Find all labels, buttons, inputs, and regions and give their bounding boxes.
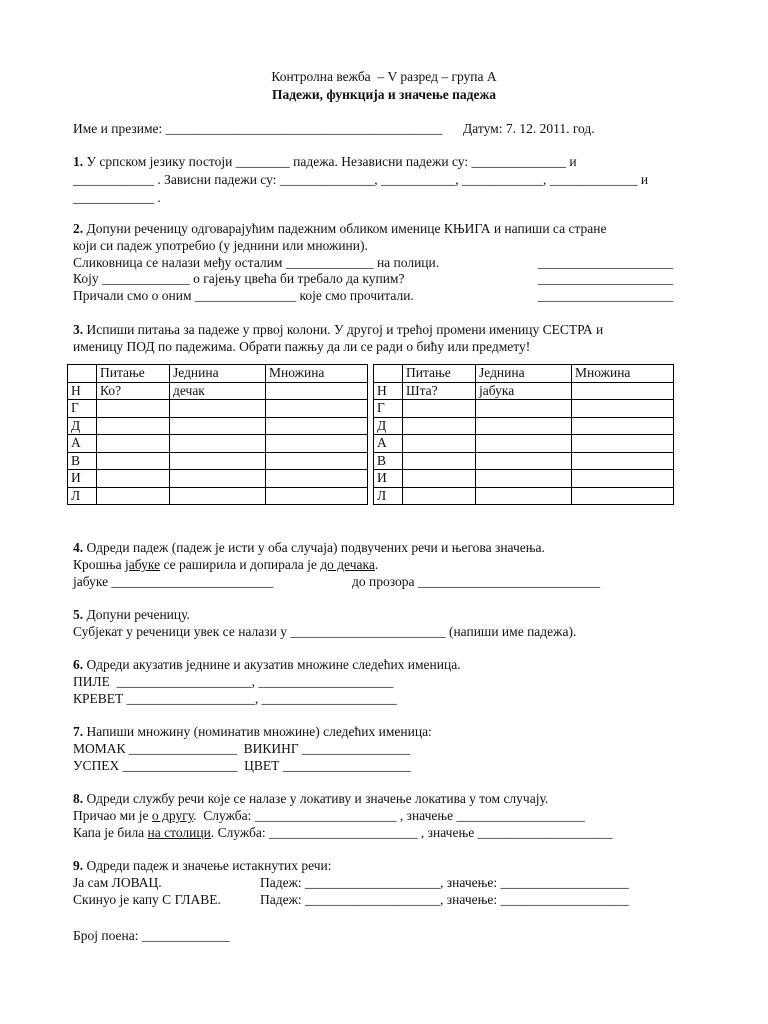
table-header-row xyxy=(68,365,368,383)
case-cell: Д xyxy=(68,417,97,435)
table-cell xyxy=(476,417,572,435)
q2-line2: који си падеж употребио (у једнини или множини). xyxy=(73,238,368,253)
table-cell xyxy=(403,452,476,470)
q2-blank-3: ____________________ xyxy=(538,288,673,303)
table-cell xyxy=(572,435,674,453)
table-row xyxy=(374,382,674,400)
example-cell: јабука xyxy=(476,382,572,400)
case-table-left xyxy=(67,364,368,505)
table-cell xyxy=(476,452,572,470)
q4-answer-2: до прозора ___________________________ xyxy=(352,574,601,589)
underlined-word: на столици xyxy=(147,825,211,840)
worksheet-title: Контролна вежба – V разред – група А xyxy=(271,69,497,84)
q4-sentence: Крошња јабуке се раширила и допирала је до дечака. xyxy=(73,557,379,572)
q3-line1: 3. Испиши питања за падеже у првој колони. У другој и трећој промени именицу СЕСТРА и xyxy=(73,322,604,337)
table-cell xyxy=(170,470,266,488)
table-row xyxy=(68,417,368,435)
table-cell xyxy=(572,417,674,435)
q6-row-2: КРЕВЕТ ___________________, ____________________ xyxy=(73,691,397,706)
worksheet-subtitle: Падежи, функција и значење падежа xyxy=(271,87,497,102)
q4-line1: 4. Одреди падеж (падеж је исти у оба случаја) подвучених речи и његова значења. xyxy=(73,540,545,555)
underlined-word: до дечака xyxy=(320,557,375,572)
case-table-right xyxy=(373,364,674,505)
q5-line1: 5. Допуни реченицу. xyxy=(73,607,190,622)
q8-sentence-1: Причао ми је о другу. Служба: _____________________ , значење ___________________ xyxy=(73,808,585,823)
table-cell xyxy=(170,487,266,505)
date-label: Датум: 7. 12. 2011. год. xyxy=(463,121,595,136)
table-header-cell: Множина xyxy=(572,365,674,383)
case-cell: В xyxy=(68,452,97,470)
table-header-cell: Једнина xyxy=(476,365,572,383)
case-cell: А xyxy=(374,435,403,453)
case-cell: В xyxy=(374,452,403,470)
q2-sentence-2: Коју _____________ о гајењу цвећа би требало да купим? xyxy=(73,271,405,286)
table-cell xyxy=(97,435,170,453)
case-cell: Д xyxy=(374,417,403,435)
q9-row-2-answer: Падеж: ____________________, значење: ___________________ xyxy=(260,892,629,907)
table-header-cell: Једнина xyxy=(170,365,266,383)
table-row xyxy=(68,487,368,505)
table-cell xyxy=(403,417,476,435)
table-cell xyxy=(266,382,368,400)
table-row xyxy=(374,400,674,418)
q7-row-1: МОМАК ________________ ВИКИНГ ________________ xyxy=(73,741,411,756)
table-cell xyxy=(403,400,476,418)
table-cell xyxy=(403,435,476,453)
table-cell xyxy=(266,400,368,418)
table-cell xyxy=(266,435,368,453)
q9-row-1-answer: Падеж: ____________________, значење: ___________________ xyxy=(260,875,629,890)
case-cell: А xyxy=(68,435,97,453)
table-row xyxy=(374,470,674,488)
case-cell: И xyxy=(374,470,403,488)
case-cell: Г xyxy=(68,400,97,418)
table-row xyxy=(374,435,674,453)
table-cell xyxy=(97,417,170,435)
table-row xyxy=(68,435,368,453)
table-cell xyxy=(572,487,674,505)
table-cell xyxy=(170,452,266,470)
case-cell: Г xyxy=(374,400,403,418)
q7-row-2: УСПЕХ _________________ ЦВЕТ ___________________ xyxy=(73,758,412,773)
table-cell xyxy=(170,435,266,453)
table-row xyxy=(68,470,368,488)
q4-answer-1: јабуке ________________________ xyxy=(73,574,274,589)
name-field: Име и презиме: _________________________________________ xyxy=(73,121,443,136)
table-cell xyxy=(97,452,170,470)
table-cell xyxy=(97,487,170,505)
table-cell xyxy=(572,470,674,488)
table-row xyxy=(374,487,674,505)
table-cell xyxy=(572,382,674,400)
q8-line1: 8. Одреди службу речи које се налазе у локативу и значење локатива у том случају. xyxy=(73,791,549,806)
table-header-row xyxy=(374,365,674,383)
table-cell xyxy=(374,365,403,383)
example-cell: дечак xyxy=(170,382,266,400)
q1-line3: ____________ . xyxy=(73,190,161,205)
case-cell: Л xyxy=(374,487,403,505)
q2-blank-1: ____________________ xyxy=(538,255,673,270)
table-cell xyxy=(476,487,572,505)
case-cell: Н xyxy=(68,382,97,400)
question-cell: Ко? xyxy=(97,382,170,400)
case-cell: И xyxy=(68,470,97,488)
underlined-word: јабуке xyxy=(125,557,161,572)
table-cell xyxy=(97,400,170,418)
table-row xyxy=(68,382,368,400)
table-row xyxy=(374,417,674,435)
table-header-cell: Питање xyxy=(97,365,170,383)
q3-line2: именицу ПОД по падежима. Обрати пажњу да ли се ради о бићу или предмету! xyxy=(73,339,531,354)
table-cell xyxy=(403,487,476,505)
case-cell: Л xyxy=(68,487,97,505)
table-cell xyxy=(476,470,572,488)
table-cell xyxy=(266,417,368,435)
table-cell xyxy=(403,470,476,488)
table-cell xyxy=(170,417,266,435)
case-cell: Н xyxy=(374,382,403,400)
q2-sentence-3: Причали смо о оним _______________ које смо прочитали. xyxy=(73,288,414,303)
q2-line1: 2. Допуни реченицу одговарајућим падежним обликом именице КЊИГА и напиши са стране xyxy=(73,221,607,236)
table-cell xyxy=(572,452,674,470)
table-header-cell: Питање xyxy=(403,365,476,383)
q6-row-1: ПИЛЕ ____________________, ____________________ xyxy=(73,674,394,689)
q9-line1: 9. Одреди падеж и значење истакнутих речи: xyxy=(73,858,332,873)
q7-line1: 7. Напиши множину (номинатив множине) следећих именица: xyxy=(73,724,432,739)
question-cell: Шта? xyxy=(403,382,476,400)
q8-sentence-2: Капа је била на столици. Служба: ______________________ , значење ____________________ xyxy=(73,825,613,840)
table-cell xyxy=(476,400,572,418)
table-row xyxy=(68,400,368,418)
table-cell xyxy=(266,452,368,470)
table-cell xyxy=(266,487,368,505)
q5-line2: Субјекат у реченици увек се налази у _______________________ (напиши име падежа). xyxy=(73,624,577,639)
points-field: Број поена: _____________ xyxy=(73,928,230,943)
table-cell xyxy=(572,400,674,418)
q2-sentence-1: Сликовница се налази међу осталим _____________ на полици. xyxy=(73,255,440,270)
q1-line1: 1. У српском језику постоји ________ падежа. Независни падежи су: ______________ и xyxy=(73,154,577,169)
table-row xyxy=(374,452,674,470)
table-cell xyxy=(266,470,368,488)
table-cell xyxy=(476,435,572,453)
q2-blank-2: ____________________ xyxy=(538,271,673,286)
table-cell xyxy=(97,470,170,488)
q6-line1: 6. Одреди акузатив једнине и акузатив множине следећих именица. xyxy=(73,657,461,672)
q9-row-1-text: Ја сам ЛОВАЦ. xyxy=(73,875,162,890)
table-cell xyxy=(68,365,97,383)
table-header-cell: Множина xyxy=(266,365,368,383)
q1-line2: ____________ . Зависни падежи су: ______________, ___________, ____________, _____________ и xyxy=(73,172,649,187)
table-cell xyxy=(170,400,266,418)
table-row xyxy=(68,452,368,470)
q9-row-2-text: Скинуо је капу С ГЛАВЕ. xyxy=(73,892,221,907)
underlined-word: о другу xyxy=(151,808,194,823)
